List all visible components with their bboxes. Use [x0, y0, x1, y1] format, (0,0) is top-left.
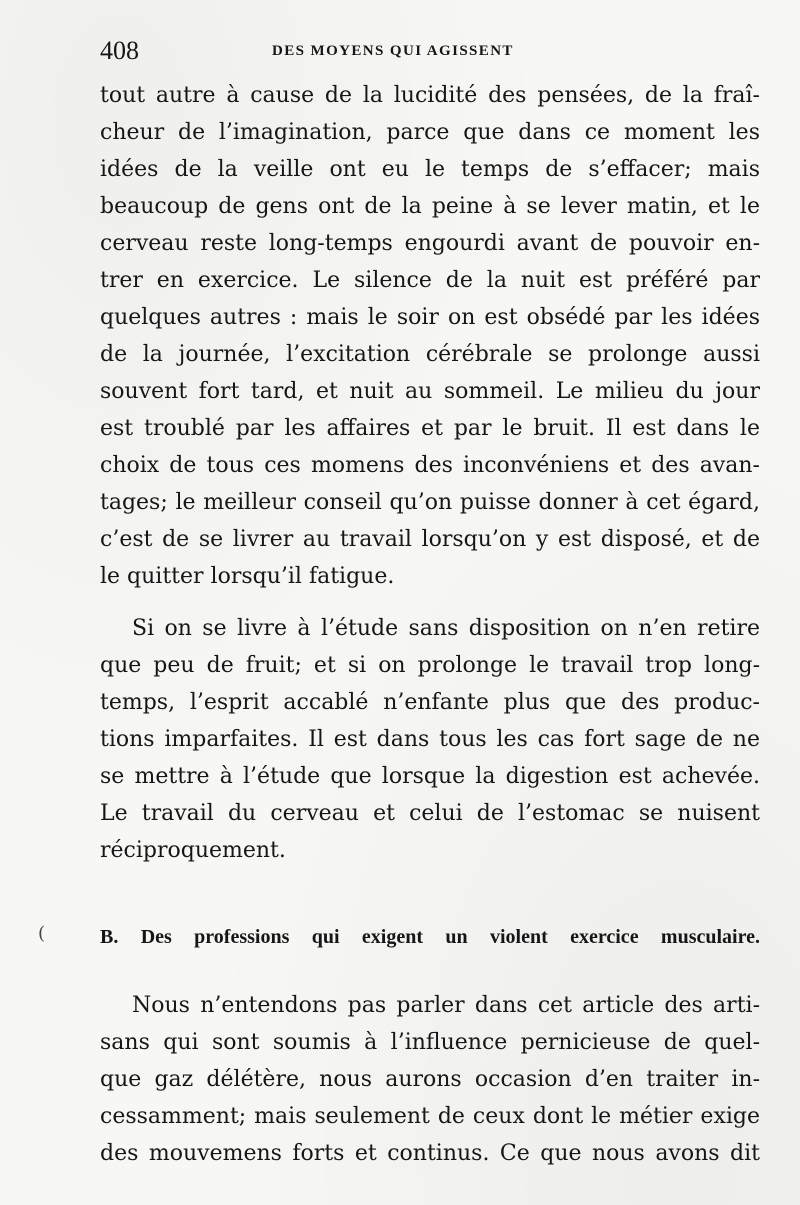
paragraph-1 [100, 77, 760, 595]
text-line: que peu de fruit; et si on prolonge le travail trop long- [100, 653, 760, 678]
section-heading: B. Des professions qui exigent un violent exercice musculaire. [100, 926, 760, 948]
text-line: Nous n’entendons pas parler dans cet article des arti- [132, 993, 760, 1018]
text-line: tout autre à cause de la lucidité des pensées, de la fraî- [100, 83, 760, 108]
text-line: quelques autres : mais le soir on est obsédé par les idées [100, 305, 760, 330]
text-line: sans qui sont soumis à l’influence pernicieuse de quel- [100, 1030, 760, 1055]
text-line: se mettre à l’étude que lorsque la digestion est achevée. [100, 764, 760, 789]
text-line: c’est de se livrer au travail lorsqu’on y est disposé, et de [100, 527, 760, 552]
text-line: idées de la veille ont eu le temps de s’effacer; mais [100, 157, 760, 182]
text-line: cheur de l’imagination, parce que dans ce moment les [100, 120, 760, 145]
text-line: le quitter lorsqu’il fatigue. [100, 564, 395, 589]
text-line: Si on se livre à l’étude sans disposition on n’en retire [132, 616, 760, 641]
page-number: 408 [100, 36, 139, 65]
running-head: DES MOYENS QUI AGISSENT [272, 43, 514, 59]
text-line: choix de tous ces momens des inconvéniens et des avan- [100, 453, 760, 478]
text-line: cessamment; mais seulement de ceux dont le métier exige [100, 1104, 760, 1129]
text-line: temps, l’esprit accablé n’enfante plus que des produc- [100, 690, 760, 715]
text-line: que gaz délétère, nous aurons occasion d’en traiter in- [100, 1067, 760, 1092]
text-line: trer en exercice. Le silence de la nuit est préféré par [100, 268, 760, 293]
paragraph-3 [100, 987, 760, 1172]
text-line: tages; le meilleur conseil qu’on puisse donner à cet égard, [100, 490, 760, 515]
paragraph-2 [100, 610, 760, 869]
text-line: est troublé par les affaires et par le bruit. Il est dans le [100, 416, 760, 441]
margin-mark: ( [38, 923, 46, 944]
text-line: des mouvemens forts et continus. Ce que nous avons dit [100, 1141, 760, 1166]
page-header [100, 34, 760, 68]
text-line: souvent fort tard, et nuit au sommeil. Le milieu du jour [100, 379, 760, 404]
text-line: réciproquement. [100, 838, 286, 863]
text-line: Le travail du cerveau et celui de l’estomac se nuisent [100, 801, 760, 826]
text-line: de la journée, l’excitation cérébrale se prolonge aussi [100, 342, 760, 367]
text-line: cerveau reste long-temps engourdi avant de pouvoir en- [100, 231, 760, 256]
text-line: tions imparfaites. Il est dans tous les cas fort sage de ne [100, 727, 760, 752]
text-line: beaucoup de gens ont de la peine à se lever matin, et le [100, 194, 760, 219]
